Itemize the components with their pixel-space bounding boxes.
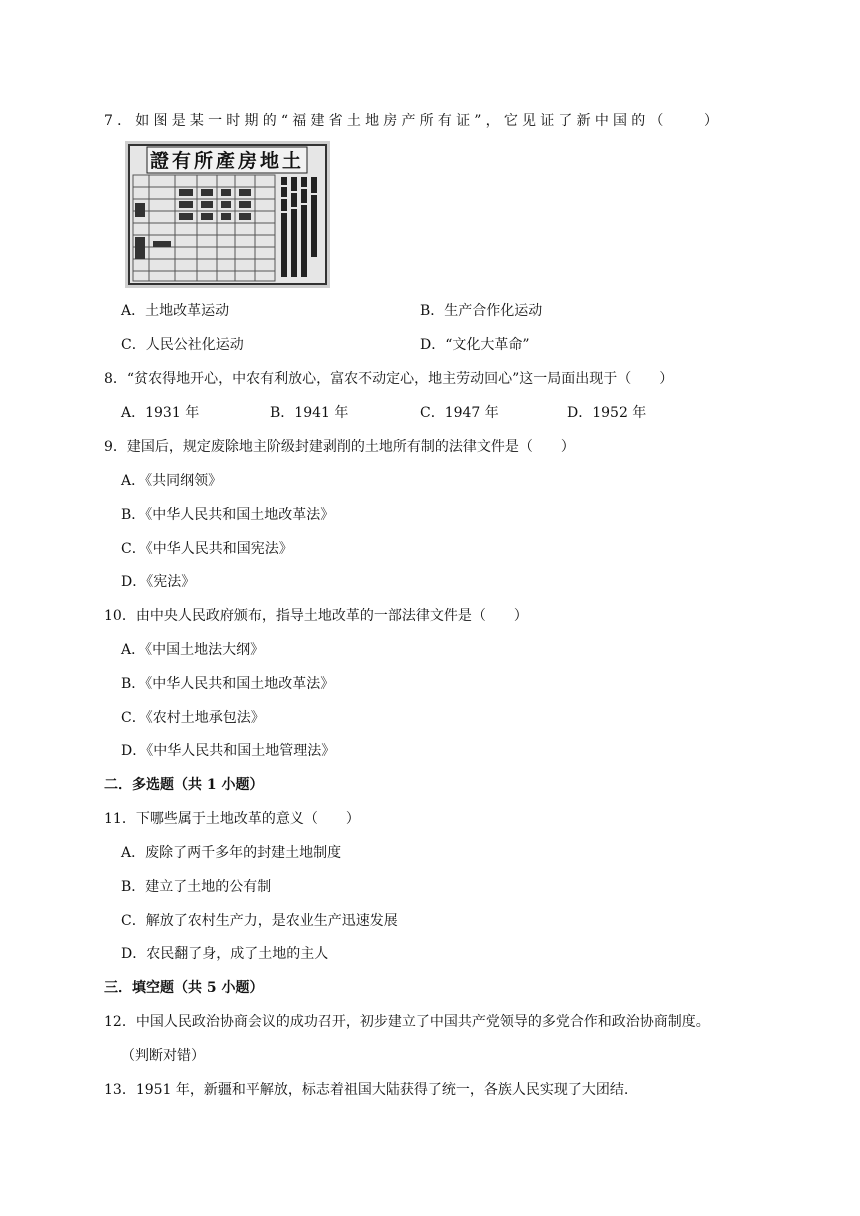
q11-option-d: D．农民翻了身，成了土地的主人 [121, 946, 329, 962]
q9-option-d: D．《宪法》 [121, 574, 196, 590]
section-heading-multiple-choice: 二．多选题（共 1 小题） [104, 777, 264, 793]
q10-option-a: A．《中国土地法大纲》 [121, 642, 265, 658]
q9-option-a: A．《共同纲领》 [121, 473, 223, 489]
land-certificate-image [125, 141, 330, 288]
q8-option-d: D．1952 年 [567, 405, 647, 421]
q7-option-c: C．人民公社化运动 [121, 337, 244, 353]
q11-option-a: A．废除了两千多年的封建土地制度 [121, 845, 342, 861]
q10-option-d: D．《中华人民共和国土地管理法》 [121, 743, 336, 759]
certificate-title: 證有所產房地土 [149, 150, 305, 172]
q7-option-a: A．土地改革运动 [121, 303, 230, 319]
q8-option-c: C．1947 年 [420, 405, 499, 421]
section-heading-fill-in: 三．填空题（共 5 小题） [104, 980, 264, 996]
question-9-stem: 9．建国后，规定废除地主阶级封建剥削的土地所有制的法律文件是（ ） [104, 439, 575, 455]
q10-option-b: B．《中华人民共和国土地改革法》 [121, 676, 335, 692]
land-certificate-drawing [125, 141, 330, 288]
question-7-stem: 7．如图是某一时期的“福建省土地房产所有证”，它见证了新中国的（ ） [104, 113, 723, 129]
q11-option-c: C．解放了农村生产力，是农业生产迅速发展 [121, 913, 398, 929]
q11-option-b: B．建立了土地的公有制 [121, 879, 272, 895]
q9-option-c: C．《中华人民共和国宪法》 [121, 541, 293, 557]
question-12-stem: 12．中国人民政治协商会议的成功召开，初步建立了中国共产党领导的多党合作和政治协商制度。 [104, 1014, 710, 1030]
question-13-stem: 13．1951 年，新疆和平解放，标志着祖国大陆获得了统一，各族人民实现了大团结. [104, 1082, 629, 1098]
question-8-stem: 8．“贫农得地开心，中农有利放心，富农不动定心，地主劳动回心”这一局面出现于（ ） [104, 371, 674, 387]
q8-option-b: B．1941 年 [270, 405, 349, 421]
question-10-stem: 10．由中央人民政府颁布，指导土地改革的一部法律文件是（ ） [104, 608, 528, 624]
q7-option-b: B．生产合作化运动 [420, 303, 543, 319]
q7-option-d: D．“文化大革命” [420, 337, 530, 353]
q9-option-b: B．《中华人民共和国土地改革法》 [121, 507, 335, 523]
question-12-note: （判断对错） [121, 1048, 205, 1064]
question-11-stem: 11．下哪些属于土地改革的意义（ ） [104, 811, 360, 827]
q10-option-c: C．《农村土地承包法》 [121, 710, 265, 726]
q8-option-a: A．1931 年 [121, 405, 200, 421]
